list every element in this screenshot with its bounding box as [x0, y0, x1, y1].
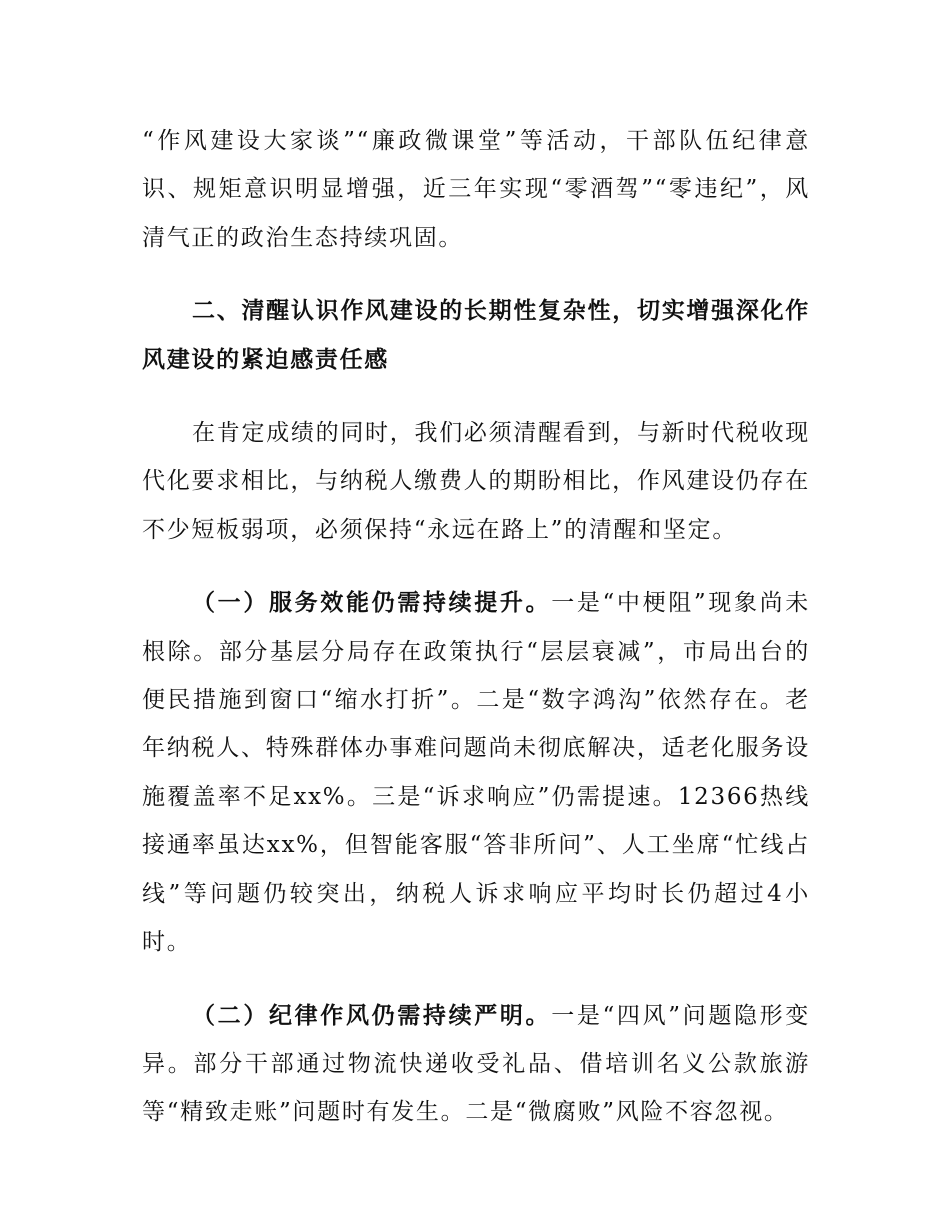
document-page: [142, 117, 810, 1137]
paragraph-achievements: “作风建设大家谈”“廉政微课堂”等活动，干部队伍纪律意识、规矩意识明显增强，近三年实现“零酒驾”“零违纪”，风清气正的政治生态持续巩固。: [142, 128, 810, 251]
item-body: 一是“中梗阻”现象尚未根除。部分基层分局存在政策执行“层层衰减”，市局出台的便民措施到窗口“缩水打折”。二是“数字鸿沟”依然存在。老年纳税人、特殊群体办事难问题尚未彻底解决，适老化服务设施覆盖率不足xx%。三是“诉求响应”仍需提速。12366热线接通率虽达xx%，但智能客服“答非所问”、人工坐席“忙线占线”等问题仍较突出，纳税人诉求响应平均时长仍超过4小时。: [142, 590, 810, 956]
item-lead: （二）纪律作风仍需持续严明。: [192, 1002, 552, 1029]
item-body: 一是“四风”问题隐形变异。部分干部通过物流快递收受礼品、借培训名义公款旅游等“精致走账”问题时有发生。二是“微腐败”风险不容忽视。: [142, 1002, 810, 1126]
section-heading-2: 二、清醒认识作风建设的长期性复杂性，切实增强深化作风建设的紧迫感责任感: [142, 298, 810, 373]
item-discipline-style: [142, 992, 810, 1137]
item-service-efficiency: [142, 579, 810, 966]
paragraph-shortcomings: 在肯定成绩的同时，我们必须清醒看到，与新时代税收现代化要求相比，与纳税人缴费人的期盼相比，作风建设仍存在不少短板弱项，必须保持“永远在路上”的清醒和坚定。: [142, 420, 810, 543]
item-lead: （一）服务效能仍需持续提升。: [192, 590, 552, 617]
